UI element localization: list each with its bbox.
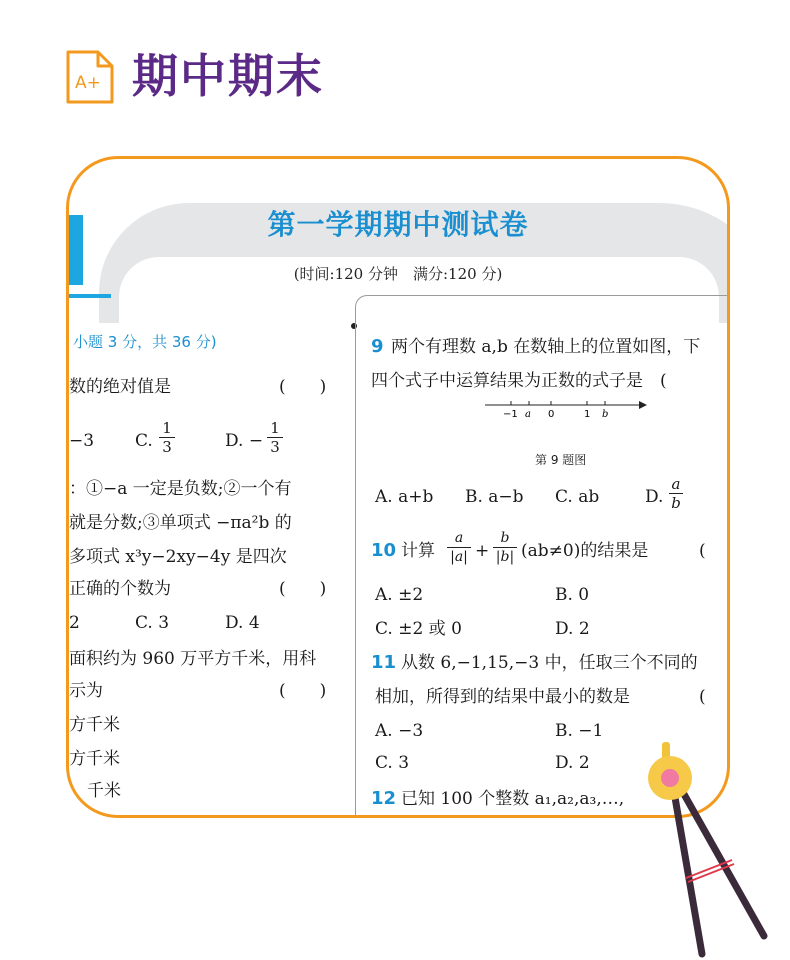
q10-prefix: 计算 (401, 541, 435, 561)
q9-line-2: 四个式子中运算结果为正数的式子是 ( (371, 371, 667, 391)
left-option-b: −3 (69, 431, 95, 451)
q11-option-d: D. 2 (555, 753, 590, 773)
q10-option-d: D. 2 (555, 619, 590, 639)
q9-number: 9 (371, 336, 384, 357)
q12-line-1: 已知 100 个整数 a₁,a₂,a₃,…, (401, 789, 625, 809)
q10-option-c: C. ±2 或 0 (375, 619, 462, 639)
page-title: 期中期末 (132, 49, 324, 103)
q11-number: 11 (371, 652, 397, 673)
left-option-c2: C. 3 (135, 613, 170, 633)
grade-a-plus-icon (64, 48, 116, 106)
q9-option-d: D. (645, 487, 664, 507)
left-line-7: 示为 (69, 681, 103, 701)
q11-paren: ( (699, 687, 706, 707)
left-option-d: D. − (225, 431, 264, 451)
left-paren-3: ( ) (279, 681, 327, 701)
left-option-b2: 2 (69, 613, 80, 633)
left-paren-2: ( ) (279, 579, 327, 599)
q9-option-c: C. ab (555, 487, 600, 507)
exam-subtitle: (时间:120 分钟 满分:120 分) (293, 265, 503, 283)
q11-option-c: C. 3 (375, 753, 410, 773)
left-line-9: 方千米 (69, 749, 120, 769)
q9-option-a: A. a+b (375, 487, 434, 507)
left-line-5: 正确的个数为 (69, 579, 171, 599)
left-line-6: 面积约为 960 万平方千米，用科 (69, 649, 317, 669)
exam-title: 第一学期期中测试卷 (267, 208, 529, 241)
section-label: 小题 3 分，共 36 分) (73, 333, 217, 351)
q10-suffix: (ab≠0)的结果是 (521, 541, 649, 561)
left-option-c: C. (135, 431, 153, 451)
left-line-2: ：①−a 一定是负数;②一个有 (69, 479, 292, 499)
left-option-d2: D. 4 (225, 613, 260, 633)
left-option-d-fraction: 1 3 (267, 419, 283, 456)
blue-accent-line (69, 294, 111, 298)
svg-text:A+: A+ (75, 73, 101, 93)
left-option-c-fraction: 1 3 (159, 419, 175, 456)
left-line-3: 就是分数;③单项式 −πa²b 的 (69, 513, 292, 533)
q11-line-1: 从数 6,−1,15,−3 中，任取三个不同的 (401, 653, 698, 673)
q9-label-a: a (525, 409, 531, 420)
q11-option-a: A. −3 (375, 721, 424, 741)
q11-line-2: 相加，所得到的结果中最小的数是 (375, 687, 630, 707)
q9-caption: 第 9 题图 (535, 453, 587, 467)
q9-line-1: 两个有理数 a,b 在数轴上的位置如图，下 (391, 337, 701, 357)
q9-label-minus-one: −1 (503, 409, 518, 420)
q10-number: 10 (371, 540, 397, 561)
q11-option-b: B. −1 (555, 721, 604, 741)
q10-option-a: A. ±2 (375, 585, 424, 605)
q9-option-d-fraction: a b (669, 475, 683, 512)
left-line-10: 千米 (87, 781, 121, 801)
q9-label-zero: 0 (548, 409, 555, 420)
left-line-1: 数的绝对值是 (69, 377, 171, 397)
left-line-8: 方千米 (69, 715, 120, 735)
compass-icon (636, 740, 776, 960)
q12-number: 12 (371, 788, 397, 809)
q10-plus: + (475, 541, 490, 561)
q9-option-b: B. a−b (465, 487, 524, 507)
q9-label-b: b (602, 409, 609, 420)
q10-paren: ( (699, 541, 706, 561)
q10-fraction-1: a |a| (447, 529, 471, 566)
q9-label-one: 1 (584, 409, 591, 420)
q10-fraction-2: b |b| (493, 529, 517, 566)
left-paren-1: ( ) (279, 377, 327, 397)
q10-option-b: B. 0 (555, 585, 590, 605)
exam-paper-frame (66, 156, 730, 818)
q9-number-line (479, 395, 649, 421)
left-line-4: 多项式 x³y−2xy−4y 是四次 (69, 547, 287, 567)
